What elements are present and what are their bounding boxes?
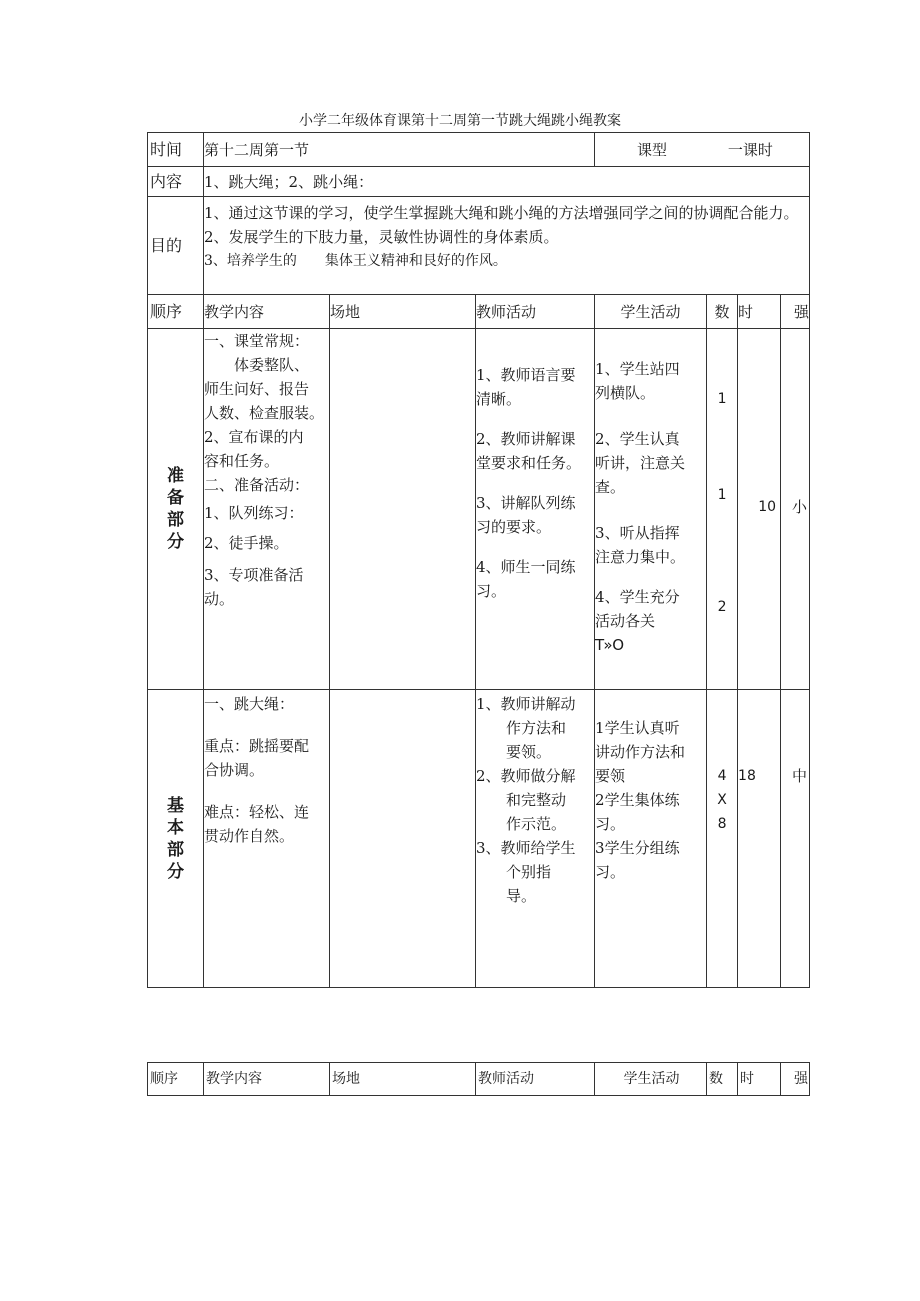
content-label: 内容 — [148, 167, 204, 197]
prep-teacher: 1、教师语言要 清晰。 2、教师讲解课 堂要求和任务。 3、讲解队列练 习的要求。 4、师生一同练 习。 — [476, 329, 595, 690]
col-header-student: 学生活动 — [595, 295, 707, 329]
footer-col-teacher: 教师活动 — [476, 1063, 595, 1096]
page-title: 小学二年级体育课第十二周第一节跳大绳跳小绳教案 — [299, 113, 621, 129]
lesson-type-cell — [595, 133, 810, 167]
prep-student: 1、学生站四 列横队。 2、学生认真 听讲，注意关 查。 3、听从指挥 注意力集中。 4、学生充分 活动各关 T»O — [595, 329, 707, 690]
prep-content: 一、课堂常规： 体委整队、 师生问好、报告 人数、检查服装。 2、宣布课的内 容和任务。 二、准备活动： 1、队列练习： 2、徒手操。 3、专项准备活 动。 — [204, 329, 330, 690]
lesson-type-label: 课型 — [637, 140, 668, 159]
goal-list — [204, 197, 810, 295]
col-header-time: 时 — [738, 295, 781, 329]
prep-count: 1 1 2 — [707, 329, 738, 690]
footer-col-student: 学生活动 — [595, 1063, 707, 1096]
prep-intensity: 小 — [781, 329, 810, 690]
goal-label: 目的 — [148, 197, 204, 295]
basic-count: 4 X 8 — [707, 690, 738, 988]
footer-col-intensity: 强 — [781, 1063, 810, 1096]
col-header-teacher: 教师活动 — [476, 295, 595, 329]
lesson-hours-value: 一课时 — [727, 140, 773, 159]
prep-venue — [330, 329, 476, 690]
basic-teacher: 1、教师讲解动 作方法和 要领。 2、教师做分解 和完整动 作示范。 3、教师给学生 个别指 导。 — [476, 690, 595, 988]
col-header-intensity: 强 — [781, 295, 810, 329]
basic-student: 1学生认真听 讲动作方法和 要领 2学生集体练 习。 3学生分组练 习。 — [595, 690, 707, 988]
basic-section-label: 基 本 部 分 — [148, 690, 204, 988]
continuation-header-table — [147, 1062, 810, 1096]
footer-col-time: 时 — [738, 1063, 781, 1096]
basic-time: 18 — [738, 690, 781, 988]
footer-col-order: 顺序 — [148, 1063, 204, 1096]
time-label: 时间 — [148, 133, 204, 167]
col-header-order: 顺序 — [148, 295, 204, 329]
basic-venue — [330, 690, 476, 988]
prep-section-label: 准 备 部 分 — [148, 329, 204, 690]
footer-col-content: 教学内容 — [204, 1063, 330, 1096]
content-value: 1、跳大绳；2、跳小绳： — [204, 167, 810, 197]
basic-content: 一、跳大绳： 重点：跳摇要配 合协调。 难点：轻松、连 贯动作自然。 — [204, 690, 330, 988]
goal-item: 1、通过这节课的学习，使学生掌握跳大绳和跳小绳的方法增强同学之间的协调配合能力。 — [204, 204, 799, 222]
basic-intensity: 中 — [781, 690, 810, 988]
col-header-count: 数 — [707, 295, 738, 329]
lesson-plan-table — [147, 132, 810, 988]
goal-item: 3、培养学生的 集体王义精神和艮好的作风。 — [204, 253, 507, 269]
footer-col-venue: 场地 — [330, 1063, 476, 1096]
col-header-content: 教学内容 — [204, 295, 330, 329]
prep-time: 10 — [738, 329, 781, 690]
footer-col-count: 数 — [707, 1063, 738, 1096]
col-header-venue: 场地 — [330, 295, 476, 329]
goal-item: 2、发展学生的下肢力量，灵敏性协调性的身体素质。 — [204, 228, 559, 246]
time-value: 第十二周第一节 — [204, 133, 595, 167]
